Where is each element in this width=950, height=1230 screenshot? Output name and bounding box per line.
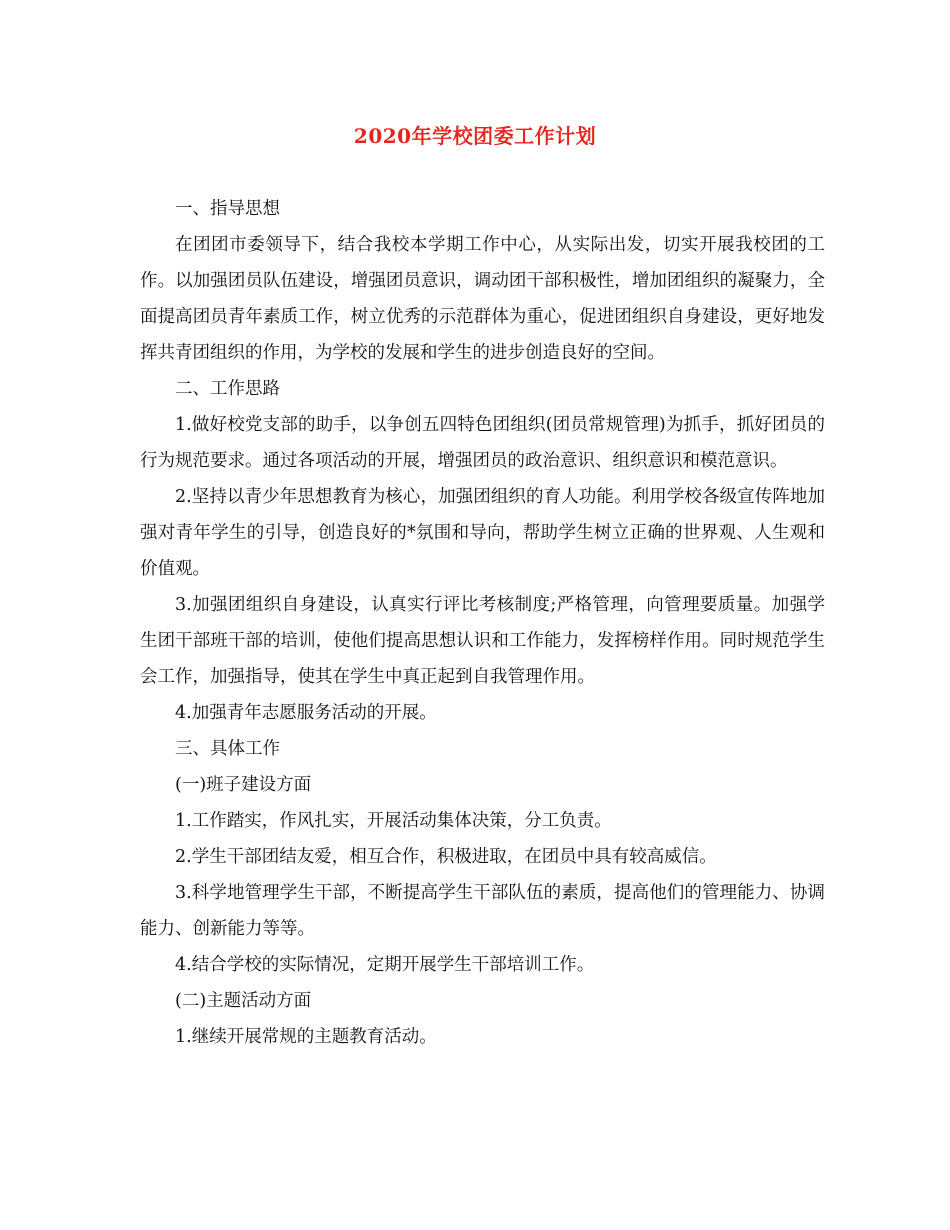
paragraph-guiding-thought: 在团团市委领导下，结合我校本学期工作中心，从实际出发，切实开展我校团的工作。以加强团员队伍建设，增强团员意识，调动团干部积极性，增加团组织的凝聚力，全面提高团员青年素质工作，树立优秀的示范群体为重心，促进团组织自身建设，更好地发挥共青团组织的作用，为学校的发展和学生的进步创造良好的空间。 — [140, 235, 825, 363]
document-body — [140, 191, 825, 1055]
list-item-approach-3: 3.加强团组织自身建设，认真实行评比考核制度;严格管理，向管理要质量。加强学生团干部班干部的培训，使他们提高思想认识和工作能力，发挥榜样作用。同时规范学生会工作，加强指导，使其在学生中真正起到自我管理作用。 — [140, 595, 825, 687]
list-item-approach-4: 4.加强青年志愿服务活动的开展。 — [175, 703, 437, 723]
subsection-heading-theme-activities: (二)主题活动方面 — [175, 991, 312, 1011]
list-item-team-1: 1.工作踏实，作风扎实，开展活动集体决策，分工负责。 — [175, 811, 612, 831]
subsection-heading-team-building: (一)班子建设方面 — [175, 775, 312, 795]
list-item-approach-1: 1.做好校党支部的助手，以争创五四特色团组织(团员常规管理)为抓手，抓好团员的行为规范要求。通过各项活动的开展，增强团员的政治意识、组织意识和模范意识。 — [140, 415, 825, 471]
list-item-team-3: 3.科学地管理学生干部，不断提高学生干部队伍的素质，提高他们的管理能力、协调能力、创新能力等等。 — [140, 883, 825, 939]
document-title: 2020年学校团委工作计划 — [353, 124, 597, 148]
section-heading-guiding-thought: 一、指导思想 — [175, 199, 280, 219]
list-item-team-4: 4.结合学校的实际情况，定期开展学生干部培训工作。 — [175, 955, 595, 975]
list-item-team-2: 2.学生干部团结友爱，相互合作，积极进取，在团员中具有较高威信。 — [175, 847, 717, 867]
list-item-activity-1: 1.继续开展常规的主题教育活动。 — [175, 1027, 437, 1047]
section-heading-specific-work: 三、具体工作 — [175, 739, 280, 759]
section-heading-work-approach: 二、工作思路 — [175, 379, 280, 399]
list-item-approach-2: 2.坚持以青少年思想教育为核心，加强团组织的育人功能。利用学校各级宣传阵地加强对青年学生的引导，创造良好的*氛围和导向，帮助学生树立正确的世界观、人生观和价值观。 — [140, 487, 825, 579]
